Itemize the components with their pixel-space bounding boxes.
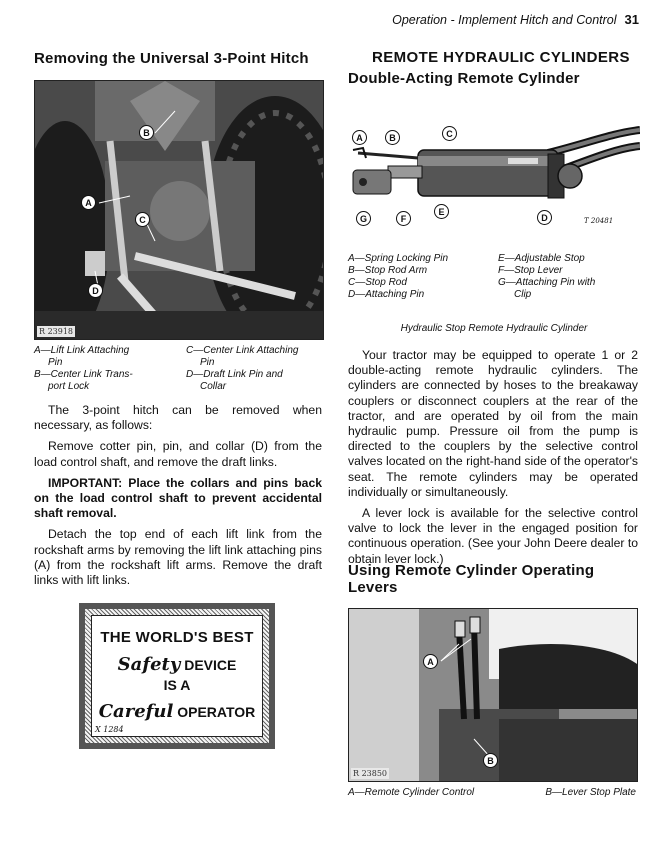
cylinder-legend xyxy=(348,253,640,303)
hitch-legend xyxy=(34,345,324,395)
legend-d: D—Draft Link Pin and xyxy=(186,369,283,380)
poster-device: DEVICE xyxy=(184,657,237,673)
legend-b: B—Stop Rod Arm xyxy=(348,265,428,276)
levers-legend xyxy=(348,787,640,801)
legend-e: E—Adjustable Stop xyxy=(498,253,585,264)
callout-e: E xyxy=(434,204,449,219)
callout-a: A xyxy=(81,195,96,210)
hitch-illustration xyxy=(35,81,323,339)
legend-b: B—Center Link Trans- xyxy=(34,369,133,380)
section-title: Operation - Implement Hitch and Control xyxy=(392,13,617,27)
hitch-photo xyxy=(34,80,324,340)
poster-fig-number: X 1284 xyxy=(95,725,124,734)
legend-c: C—Stop Rod xyxy=(348,277,407,288)
callout-a: A xyxy=(423,654,438,669)
poster-safety-script: Safety xyxy=(117,654,181,675)
legend-b-cont: port Lock xyxy=(48,381,90,392)
heading-using-levers: Using Remote Cylinder Operating Levers xyxy=(348,562,595,596)
poster-operator: OPERATOR xyxy=(177,704,256,720)
figure-number: R 23918 xyxy=(39,327,74,336)
callout-a: A xyxy=(352,130,367,145)
cylinder-drawing xyxy=(348,118,640,236)
callout-b: B xyxy=(385,130,400,145)
poster-line1: THE WORLD'S BEST xyxy=(100,629,254,646)
heading-removing-hitch: Removing the Universal 3-Point Hitch xyxy=(34,50,309,67)
legend-b: B—Lever Stop Plate xyxy=(545,787,636,798)
right-body xyxy=(348,348,638,573)
poster-line3: IS A xyxy=(163,677,191,693)
cylinder-caption: Hydraulic Stop Remote Hydraulic Cylinder xyxy=(400,323,588,334)
left-body xyxy=(34,403,322,594)
callout-f: F xyxy=(396,211,411,226)
page-number: 31 xyxy=(624,12,639,27)
heading-remote-cylinders: REMOTE HYDRAULIC CYLINDERS xyxy=(372,49,630,66)
poster-careful-script: Careful xyxy=(98,701,174,722)
callout-d: D xyxy=(88,283,103,298)
poster-panel xyxy=(91,615,263,737)
safety-poster xyxy=(79,603,275,749)
page-header xyxy=(392,12,639,27)
legend-f: F—Stop Lever xyxy=(498,265,563,276)
legend-g: G—Attaching Pin with xyxy=(498,277,596,288)
callout-g: G xyxy=(356,211,371,226)
legend-g-cont: Clip xyxy=(514,289,532,300)
legend-a: A—Spring Locking Pin xyxy=(348,253,449,264)
para-detach: Detach the top end of each lift link from the rockshaft arms by removing the lift link attaching pins (A) from the rockshaft lift arms. Remove the draft links with lift links. xyxy=(34,527,322,588)
legend-a: A—Lift Link Attaching xyxy=(34,345,130,356)
para-lever-lock: A lever lock is available for the selective control valve to lock the lever in the engaged position for continuous operation. (See your John Deere dealer to obtain lever lock.) xyxy=(348,506,638,566)
legend-d: D—Attaching Pin xyxy=(348,289,425,300)
levers-photo xyxy=(348,608,638,782)
legend-c: C—Center Link Attaching xyxy=(186,345,299,356)
callout-b: B xyxy=(483,753,498,768)
callout-d: D xyxy=(537,210,552,225)
poster-line2 xyxy=(92,654,262,675)
callout-c: C xyxy=(135,212,150,227)
heading-double-acting: Double-Acting Remote Cylinder xyxy=(348,70,580,87)
legend-a-cont: Pin xyxy=(48,357,63,368)
para-remove-cotter: Remove cotter pin, pin, and collar (D) from the load control shaft, and remove the draft links. xyxy=(34,439,322,469)
callout-b: B xyxy=(139,125,154,140)
legend-d-cont: Collar xyxy=(200,381,227,392)
levers-fig-number: R 23850 xyxy=(353,769,388,778)
cylinder-fig-number: T 20481 xyxy=(584,217,614,225)
callout-c: C xyxy=(442,126,457,141)
legend-c-cont: Pin xyxy=(200,357,215,368)
poster-line4 xyxy=(92,701,262,722)
para-important: IMPORTANT: Place the collars and pins back on the load control shaft to prevent accidental shaft removal. xyxy=(34,475,322,521)
para-hitch-removal: The 3-point hitch can be removed when necessary, as follows: xyxy=(34,403,322,433)
para-tractor-equipped: Your tractor may be equipped to operate 1 or 2 double-acting remote hydraulic cylinders. The cylinders are connected by hoses to the breakaway couplers or disconnect couplers at the rear of the tractor, and are operated by oil from the main hydraulic pump. Pressure oil from the pump is directed to the couplers by the selective control valves located on the right-hand side of the operator's seat. The remote cylinders may be operated individually or simultaneously. xyxy=(348,348,638,499)
legend-a: A—Remote Cylinder Control xyxy=(348,787,475,798)
